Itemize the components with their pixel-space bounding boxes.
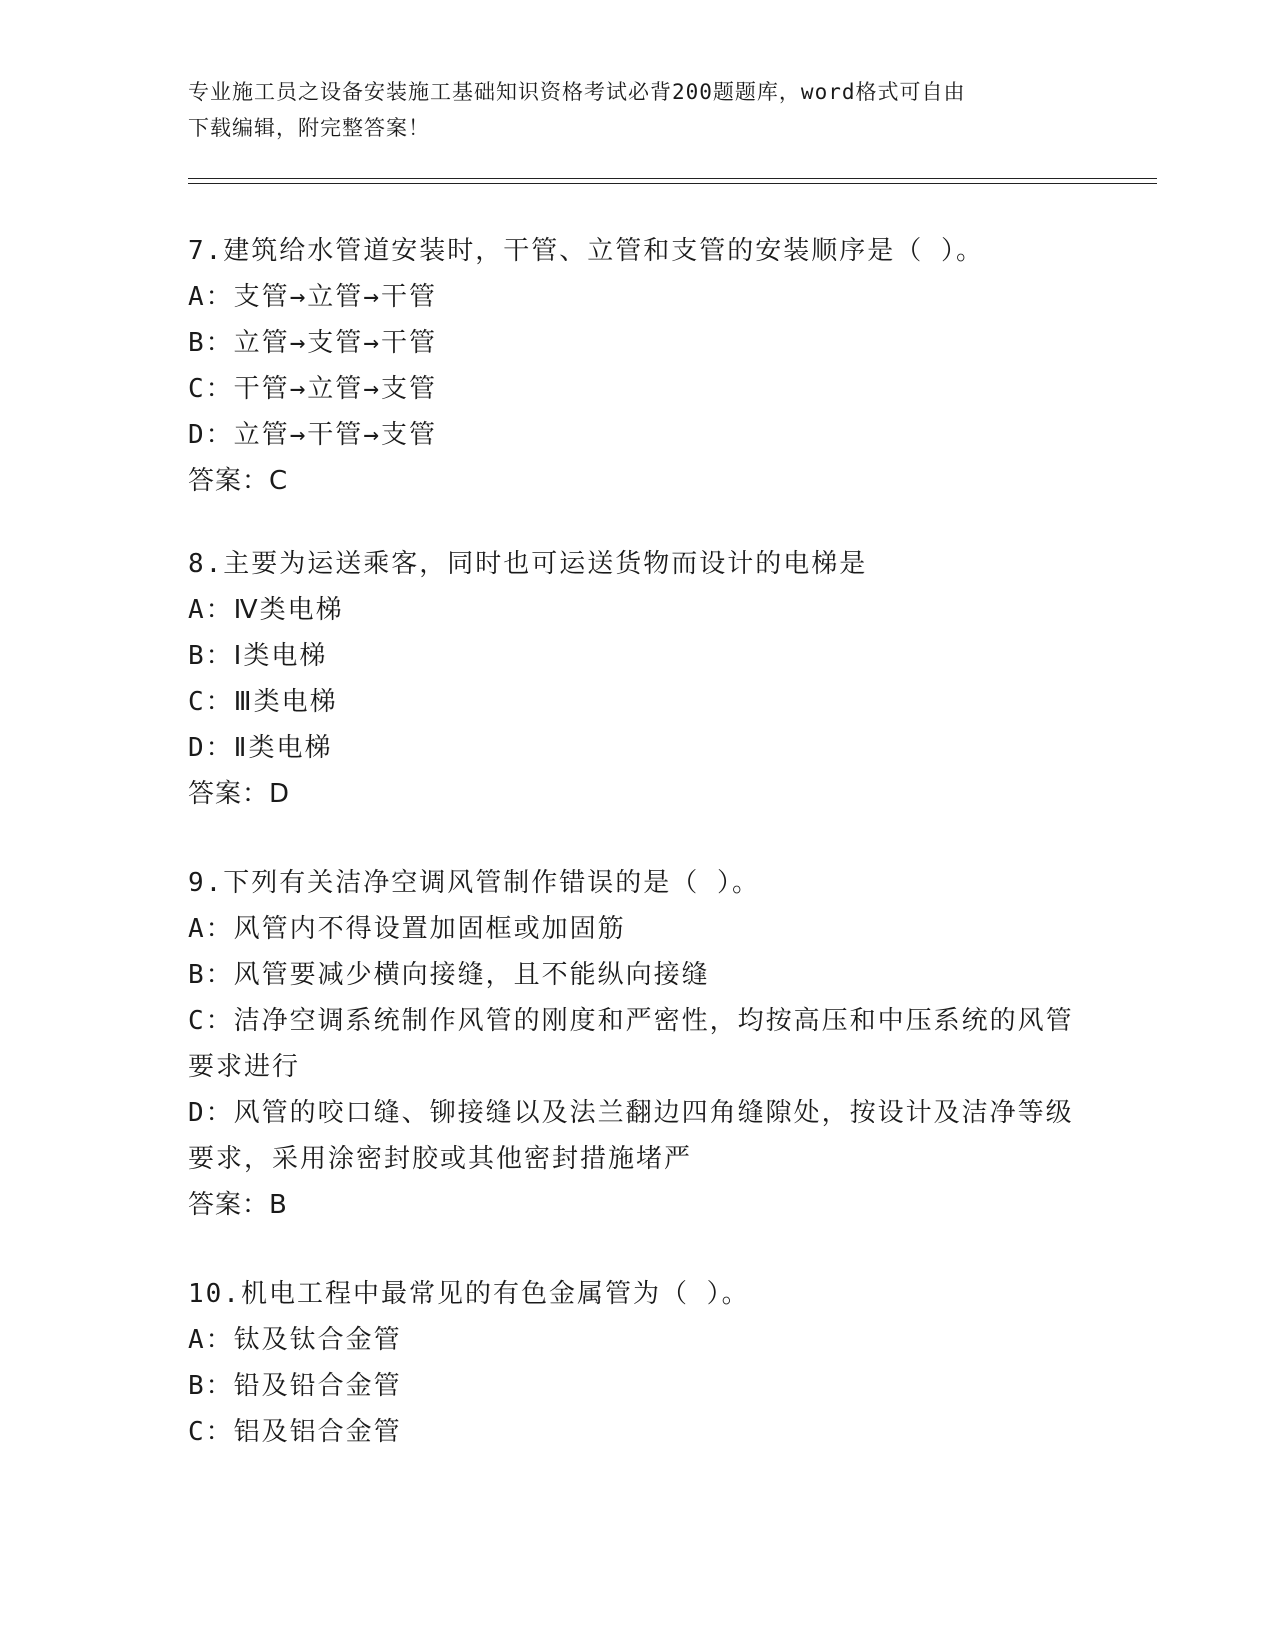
question-7 xyxy=(188,228,1088,504)
option-a: A：钛及钛合金管 xyxy=(188,1325,402,1355)
option-c: C：铝及铝合金管 xyxy=(188,1417,402,1447)
question-9 xyxy=(188,860,1088,1228)
document-header xyxy=(188,74,1088,146)
answer: 答案：C xyxy=(188,466,289,496)
option-a: A：风管内不得设置加固框或加固筋 xyxy=(188,914,626,944)
option-a: A：支管→立管→干管 xyxy=(188,282,437,312)
question-10 xyxy=(188,1271,1088,1455)
option-b: B：铅及铅合金管 xyxy=(188,1371,402,1401)
header-line-2: 下载编辑，附完整答案！ xyxy=(188,116,430,140)
header-divider-top xyxy=(188,178,1157,179)
question-stem: 10.机电工程中最常见的有色金属管为（ ）。 xyxy=(188,1279,750,1309)
option-d: D：Ⅱ类电梯 xyxy=(188,733,333,763)
option-c: C：Ⅲ类电梯 xyxy=(188,687,338,717)
question-stem: 9.下列有关洁净空调风管制作错误的是（ ）。 xyxy=(188,868,760,898)
answer: 答案：D xyxy=(188,779,291,809)
header-divider-bottom xyxy=(188,183,1157,184)
option-c: C：洁净空调系统制作风管的刚度和严密性，均按高压和中压系统的风管要求进行 xyxy=(188,1006,1074,1082)
option-a: A：Ⅳ类电梯 xyxy=(188,595,344,625)
question-stem: 7.建筑给水管道安装时，干管、立管和支管的安装顺序是（ ）。 xyxy=(188,236,984,266)
answer: 答案：B xyxy=(188,1190,288,1220)
option-d: D：立管→干管→支管 xyxy=(188,420,437,450)
header-line-1: 专业施工员之设备安装施工基础知识资格考试必背200题题库，word格式可自由 xyxy=(188,80,966,104)
option-b: B：立管→支管→干管 xyxy=(188,328,437,358)
option-b: B：Ⅰ类电梯 xyxy=(188,641,328,671)
question-8 xyxy=(188,541,1088,817)
option-c: C：干管→立管→支管 xyxy=(188,374,437,404)
question-stem: 8.主要为运送乘客，同时也可运送货物而设计的电梯是 xyxy=(188,549,868,579)
option-d: D：风管的咬口缝、铆接缝以及法兰翻边四角缝隙处，按设计及洁净等级要求，采用涂密封胶或其他密封措施堵严 xyxy=(188,1098,1074,1174)
option-b: B：风管要减少横向接缝，且不能纵向接缝 xyxy=(188,960,710,990)
